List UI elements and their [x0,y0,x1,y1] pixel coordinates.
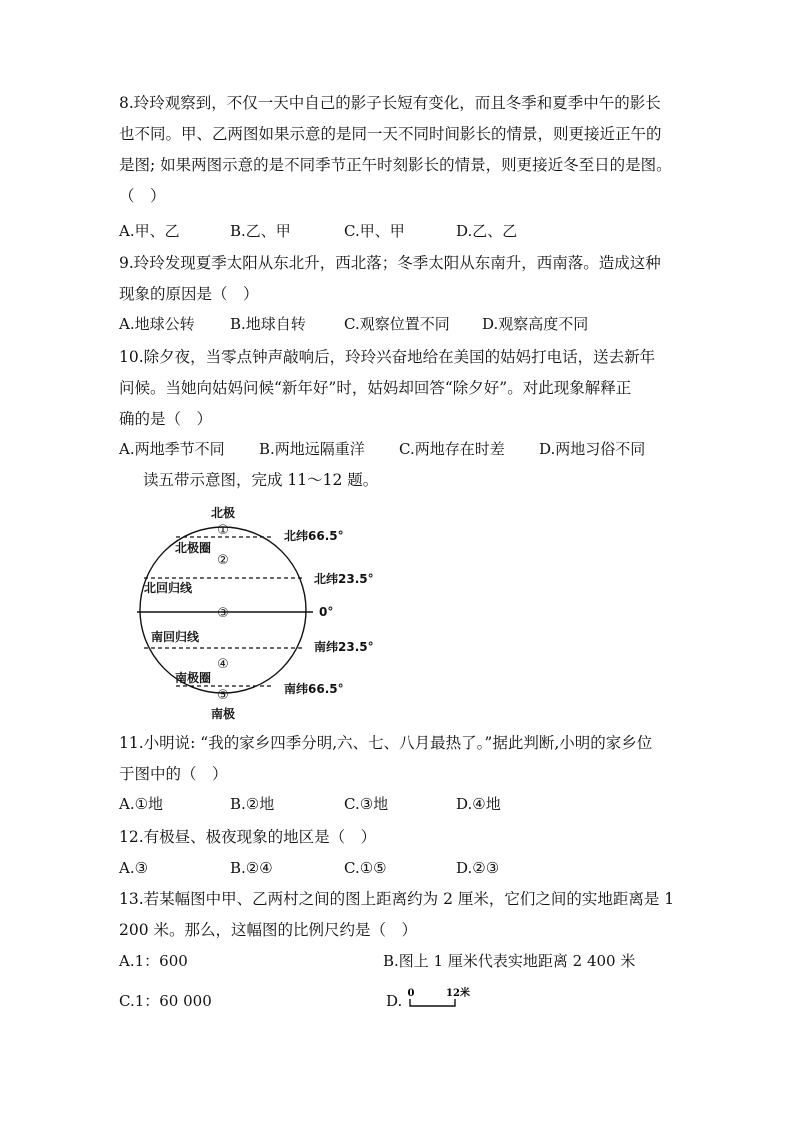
option-a[interactable]: A.①地 [119,795,164,813]
question-10-line-2: 问候。当她向姑妈问候“新年好”时，姑妈却回答“除夕好”。对此现象解释正 [119,379,632,397]
zone-3-marker: ③ [217,606,229,621]
question-13-line-2: 200 米。那么，这幅图的比例尺约是（ ） [119,921,418,939]
latitude-s66-label: 南纬66.5° [284,682,344,696]
question-9-line-1: 9.玲玲发现夏季太阳从东北升，西北落；冬季太阳从东南升，西南落。造成这种 [119,254,661,272]
question-10-line-1: 10.除夕夜，当零点钟声敲响后，玲玲兴奋地给在美国的姑妈打电话，送去新年 [119,348,656,366]
question-13 [119,884,679,946]
option-c[interactable]: C.两地存在时差 [399,440,505,458]
option-d[interactable]: D.两地习俗不同 [539,440,646,458]
option-b[interactable]: B.地球自转 [230,315,306,333]
option-a[interactable]: A.1：600 [119,952,188,970]
question-10-line-3: 确的是（ ） [119,410,213,428]
question-8 [119,88,679,212]
option-b[interactable]: B.②地 [230,795,275,813]
question-12 [119,822,679,853]
option-a[interactable]: A.两地季节不同 [119,440,225,458]
question-11 [119,728,679,790]
antarctic-circle-label: 南极圈 [175,671,212,685]
question-11-line-1: 11.小明说: “我的家乡四季分明,六、七、八月最热了。”据此判断,小明的家乡位 [119,734,653,752]
question-10 [119,342,679,435]
tropic-of-capricorn-label: 南回归线 [151,630,200,644]
question-12-line-1: 12.有极昼、极夜现象的地区是（ ） [119,828,377,846]
south-pole-label: 南极 [210,707,236,721]
scale-bar-zero: 0 [407,988,415,999]
question-9 [119,248,679,310]
latitude-n66-label: 北纬66.5° [284,529,344,543]
zone-4-marker: ④ [217,657,229,672]
arctic-circle-label: 北极圈 [175,541,212,555]
option-d[interactable]: D.乙、乙 [456,222,518,240]
latitude-s23-label: 南纬23.5° [314,640,374,654]
option-c[interactable]: C.①⑤ [344,859,387,877]
zone-2-marker: ② [217,553,229,568]
diagram-intro: 读五带示意图，完成 11～12 题。 [143,471,379,489]
scale-bar-value: 12米 [446,988,470,999]
zone-5-marker: ⑤ [217,688,229,703]
option-d[interactable]: D.④地 [456,795,501,813]
option-d[interactable]: D.②③ [456,859,500,877]
five-zones-diagram [125,500,385,722]
option-d[interactable]: D.观察高度不同 [482,315,589,333]
question-9-line-2: 现象的原因是（ ） [119,285,259,303]
option-d[interactable]: D. [386,992,403,1010]
option-c[interactable]: C.1：60 000 [119,992,212,1010]
question-8-line-2: 也不同。甲、乙两图如果示意的是同一天不同时间影长的情景，则更接近正午的 [119,125,662,143]
zone-1-marker: ① [217,523,229,538]
option-b[interactable]: B.两地远隔重洋 [259,440,365,458]
option-c[interactable]: C.甲、甲 [344,222,405,240]
scale-bar-line [410,999,455,1006]
option-b[interactable]: B.图上 1 厘米代表实地距离 2 400 米 [383,952,636,970]
option-a[interactable]: A.甲、乙 [119,222,180,240]
question-13-line-1: 13.若某幅图中甲、乙两村之间的图上距离约为 2 厘米，它们之间的实地距离是 1 [119,890,675,908]
scale-bar [386,986,476,1012]
equator-label: 0° [319,605,334,619]
option-a[interactable]: A.③ [119,859,149,877]
north-pole-label: 北极 [210,506,236,520]
latitude-n23-label: 北纬23.5° [314,572,374,586]
question-8-line-1: 8.玲玲观察到，不仅一天中自己的影子长短有变化，而且冬季和夏季中午的影长 [119,94,661,112]
option-c[interactable]: C.③地 [344,795,389,813]
question-8-line-3: 是图; 如果两图示意的是不同季节正午时刻影长的情景，则更接近冬至日的是图。 [119,156,672,174]
tropic-of-cancer-label: 北回归线 [144,581,193,595]
option-a[interactable]: A.地球公转 [119,315,195,333]
option-b[interactable]: B.②④ [230,859,273,877]
question-8-line-4: （ ） [119,187,166,205]
question-11-line-2: 于图中的（ ） [119,765,228,783]
option-b[interactable]: B.乙、甲 [230,222,291,240]
option-c[interactable]: C.观察位置不同 [344,315,450,333]
